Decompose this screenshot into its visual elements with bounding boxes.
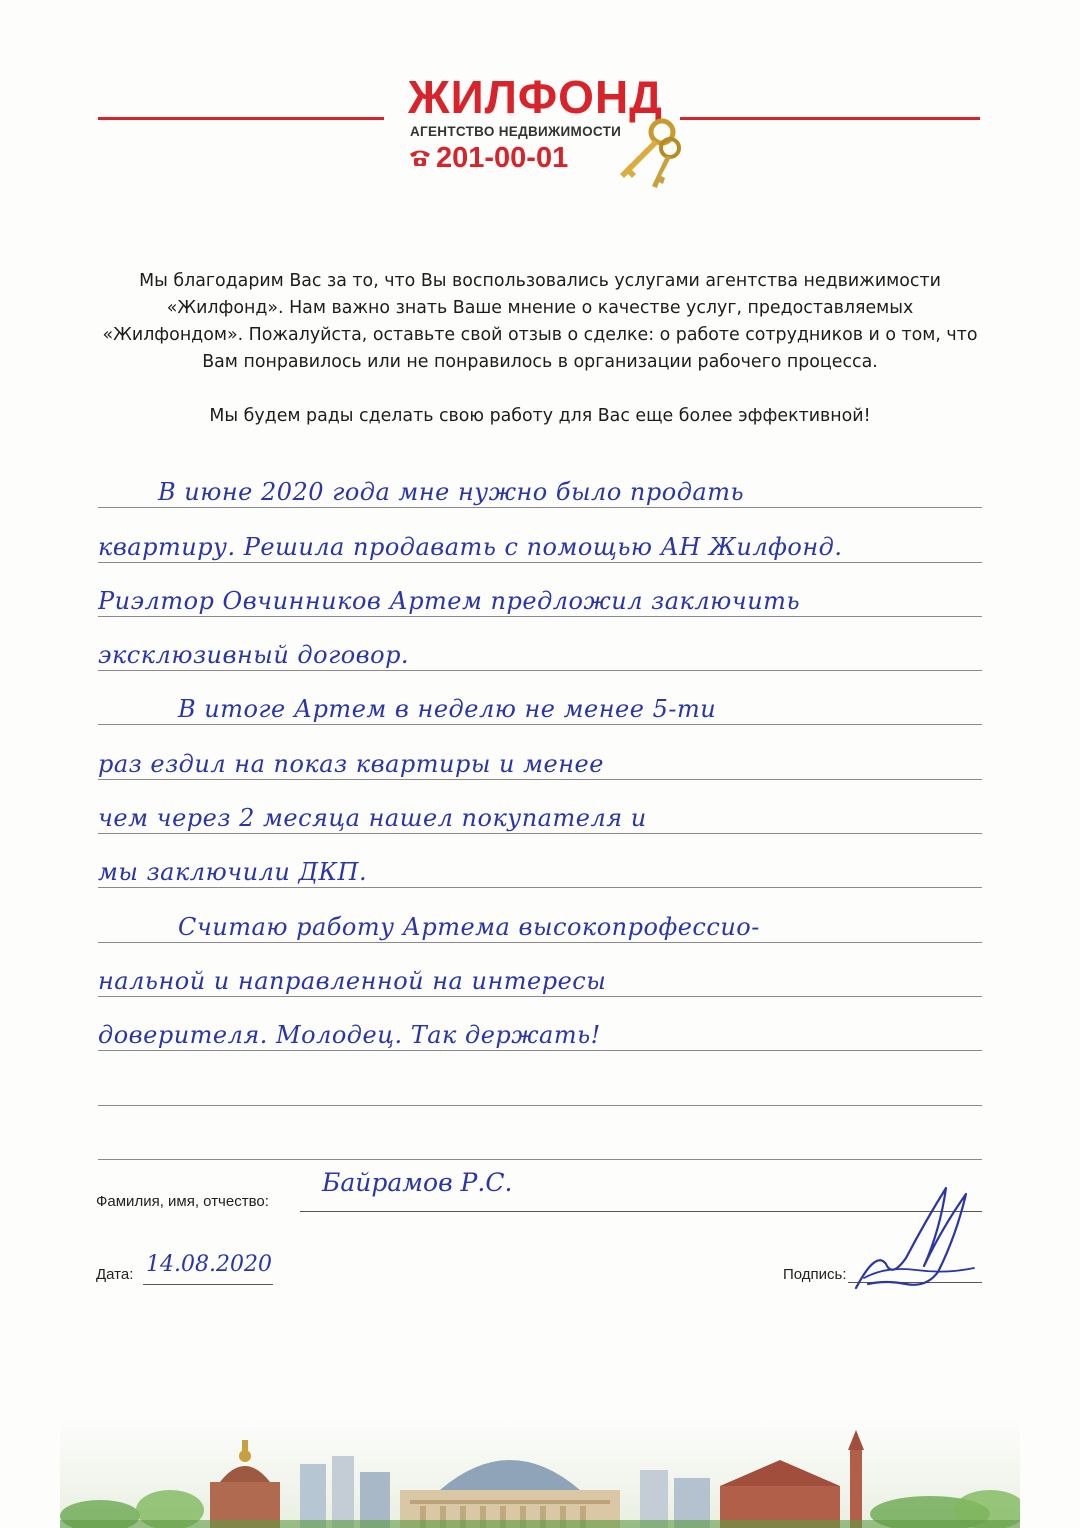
phone-icon [408,148,432,168]
review-line-text: эксклюзивный договор. [98,641,410,670]
review-line-text: нальной и направленной на интересы [98,966,607,995]
review-line [98,1114,982,1168]
review-line-text: мы заключили ДКП. [98,858,368,887]
review-line [98,679,982,733]
review-line-text: В июне 2020 года мне нужно было продать [158,478,745,507]
name-label: Фамилия, имя, отчество: [96,1193,269,1210]
date-label: Дата: [96,1266,134,1283]
review-line-text: Риэлтор Овчинников Артем предложил заключить [98,586,801,615]
review-line [98,951,982,1005]
logo-subtitle: АГЕНТСТВО НЕДВИЖИМОСТИ [410,124,622,139]
signature-label: Подпись: [783,1266,847,1283]
review-line [98,788,982,842]
intro-closing: Мы будем рады сделать свою работу для Вас еще более эффективной! [209,406,871,426]
agency-logo [400,71,690,184]
review-line [98,733,982,787]
review-line-text: раз ездил на показ квартиры и менее [98,749,604,778]
city-skyline-illustration [60,1420,1020,1528]
review-line [98,842,982,896]
logo-phone-row [408,142,568,174]
review-line [98,571,982,625]
review-line-text: чем через 2 месяца нашел покупателя и [98,804,647,833]
review-line [98,1005,982,1059]
logo-brand-name: ЖИЛФОНД [408,71,663,123]
logo-phone-number: 201-00-01 [436,142,569,174]
date-value: 14.08.2020 [146,1252,272,1277]
review-line [98,462,982,516]
header-rule-left [98,117,384,120]
review-line [98,896,982,950]
header-rule-right [680,117,980,120]
keys-icon [612,118,682,190]
intro-paragraph: Мы благодарим Вас за то, что Вы воспользовались услугами агентства недвижимости «Жилфонд». Нам важно знать Ваше мнение о качестве услуг, предоставляемых «Жилфондом». Пожалуйста, оставьте свой отзыв о сделке: о работе сотрудников и о том, что Вам понравилось или не понравилось в организации рабочего процесса. [102,271,978,372]
review-line [98,1059,982,1113]
review-line-text: Считаю работу Артема высокопрофессио- [178,912,760,941]
intro-text [100,268,980,430]
review-line [98,516,982,570]
review-line-text: квартиру. Решила продавать с помощью АН Жилфонд. [98,532,843,561]
review-line [98,625,982,679]
date-field-line [143,1284,273,1285]
review-lines [98,462,982,1168]
review-line-text: В итоге Артем в неделю не менее 5-ти [178,695,717,724]
review-line-text: доверителя. Молодец. Так держать! [98,1021,601,1050]
signature-scribble [846,1180,976,1300]
name-value: Байрамов Р.С. [322,1168,513,1197]
